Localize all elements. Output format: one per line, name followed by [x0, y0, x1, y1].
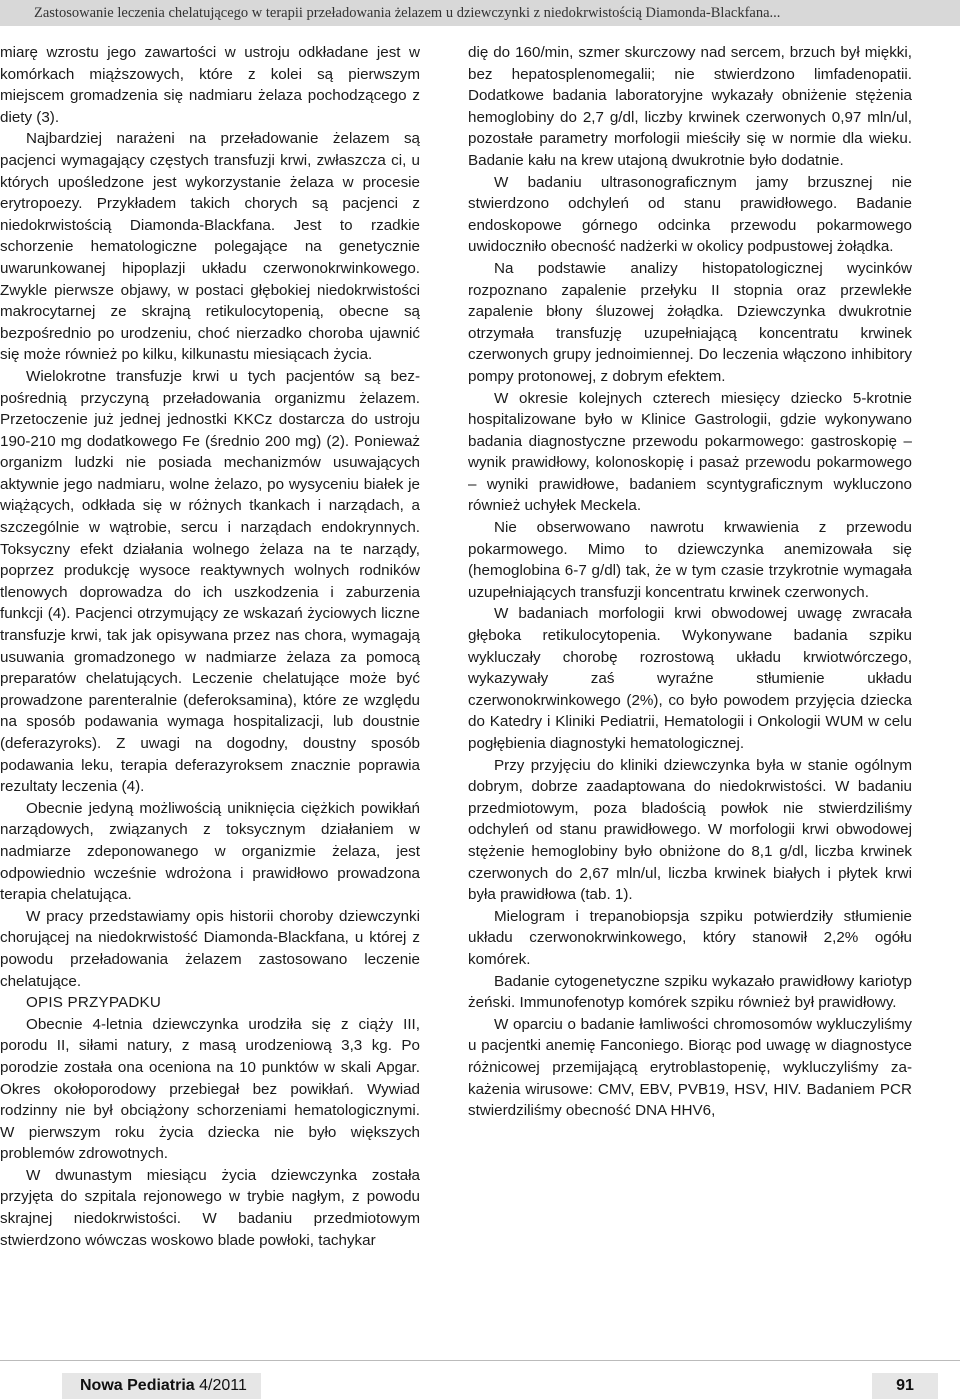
footer-divider: [0, 1360, 960, 1361]
journal-name: Nowa Pediatria: [80, 1377, 195, 1394]
body-paragraph: Mielogram i trepanobiopsja szpiku potwierdziły stłumienie układu czerwonokrwinkowego, który stanowił 2,2% ogółu komórek.: [468, 907, 912, 968]
body-paragraph: Wielokrotne transfuzje krwi u tych pacjentów są bezpośrednią przyczyną przeładowania organizmu żelazem. Przetoczenie już jednej jednostki KKCz dostarcza do ustroju 190-210 mg dodatkowego Fe (średnio 200 mg) (2). Ponieważ organizm ludzki nie posiada mechanizmów usuwających aktywnie jego nadmiaru, wolne żelazo, po wysyceniu białek je wiążących, odkłada się w różnych tkankach i narządach, a szczególnie w wątrobie, sercu i narządach endokrynnych. Toksyczny efekt działania wolnego żelaza na te narządy, poprzez produkcję wysoce reaktywnych wolnych rodników tlenowych doprowadza do ich uszkodzenia i zaburzenia funkcji (4). Pacjenci otrzymujący ze wskazań życiowych liczne transfuzje krwi, tak jak opisywana przez nas chora, wymagają usuwania gromadzonego w nadmiarze żelaza za pomocą preparatów chelatujących. Leczenie chelatujące może być prowadzone parenteralnie (deferoksamina), które ze względu na sposób podawania wymaga hospitalizacji, lub doustnie (deferazyroks). Z uwagi na dogodny, doustny sposób podawania leku, terapia deferazyroksem znacznie poprawia rezultaty leczenia (4).: [0, 367, 420, 796]
body-paragraph: W oparciu o badanie łamliwości chromosomów wykluczyliśmy u pacjentki anemię Fanconiego. Biorąc pod uwagę w diagnostyce różnicowej przemijającą erytroblastopenię, wykluczyliśmy zakażenia wirusowe: CMV, EBV, PVB19, HSV, HIV. Badaniem PCR stwierdziliśmy obecność DNA HHV6,: [468, 1015, 912, 1120]
body-paragraph: W okresie kolejnych czterech miesięcy dziecko 5-krotnie hospitalizowane było w Klinice Gastrologii, gdzie wykonywano badania diagnostyczne przewodu pokarmowego: gastroskopię – wynik prawidłowy, kolonoskopię i pasaż przewodu pokarmowego – wyniki prawidłowe, badaniem scyntygraficznym wykluczono również uchyłek Meckela.: [468, 389, 912, 515]
journal-issue: 4/2011: [199, 1377, 247, 1394]
body-paragraph: Przy przyjęciu do kliniki dziewczynka była w stanie ogólnym dobrym, dobrze zaadaptowana do niedokrwistości. W badaniu przedmiotowym, poza bladością powłok nie stwierdziliśmy odchyleń od stanu prawidłowego. W morfologii krwi obwodowej stężenie hemoglobiny było obniżone do 8,1 g/dl, liczba krwinek czerwonych do 2,67 mln/ul, liczba krwinek białych i płytek krwi była prawidłowa (tab. 1).: [468, 756, 912, 904]
running-title: Zastosowanie leczenia chelatującego w terapii przeładowania żelazem u dziewczynki z niedokrwistością Diamonda-Blackfana...: [34, 5, 781, 21]
page-number: 91: [872, 1373, 938, 1399]
body-paragraph: Na podstawie analizy histopatologicznej wycinków rozpoznano zapalenie przełyku II stopnia oraz przewlekłe zapalenie błony śluzowej żołądka. Dziewczynka dwukrotnie otrzymała transfuzję uzupełniającą koncentratu krwinek czerwonych grupy jednoimiennej. Do leczenia włączono inhibitory pompy protonowej, z dobrym efektem.: [468, 259, 912, 385]
left-column: [0, 42, 420, 1251]
footer-journal-label: [62, 1373, 261, 1399]
right-column: [468, 42, 912, 1122]
body-paragraph: W badaniach morfologii krwi obwodowej uwagę zwracała głęboka retikulocytopenia. Wykonywane badania szpiku wykluczały chorobę rozrostową układu krwiotwórczego, wykazywały zaś wyraźne stłumienie układu czerwonokrwinkowego (2%), co było powodem przyjęcia dziecka do Katedry i Kliniki Pediatrii, Hematologii i Onkologii WUM w celu pogłębienia diagnostyki hematologicznej.: [468, 605, 912, 752]
body-paragraph: Najbardziej narażeni na przeładowanie żelazem są pacjenci wymagający częstych transfuzji krwi, zwłaszcza ci, u których upośledzone jest wykorzystanie żelaza w procesie erytropoezy. Przykładem takich chorych są pacjenci z niedokrwistością Diamonda-Blackfana. Jest to rzadkie schorzenie hematologiczne polegające na genetycznie uwarunkowanej hipoplazji układu czerwonokrwinkowego. Zwykle pierwsze objawy, w postaci głębokiej niedokrwistości makrocytarnej ze skrajną retikulocytopenią, obecne są bezpośrednio po urodzeniu, choć nierzadko choroba ujawnić się może również po kilku, kilkunastu miesiącach życia.: [0, 130, 420, 364]
body-paragraph: W badaniu ultrasonograficznym jamy brzusznej nie stwierdzono odchyleń od stanu prawidłowego. Badanie endoskopowe górnego odcinka przewodu pokarmowego uwidoczniło obecność nadżerki w okolicy podpustowej żołądka.: [468, 173, 912, 256]
body-paragraph: dię do 160/min, szmer skurczowy nad sercem, brzuch był miękki, bez hepatosplenomegalii; nie stwierdzono limfadenopatii. Dodatkowe badania laboratoryjne wykazały obniżenie stężenia hemoglobiny do 2,7 g/dl, liczby krwinek czerwonych 0,97 mln/ul, pozostałe parametry morfologii mieściły się w normie dla wieku. Badanie kału na krew utajoną dwukrotnie było dodatnie.: [468, 44, 912, 169]
body-paragraph: W dwunastym miesiącu życia dziewczynka została przyjęta do szpitala rejonowego w trybie nagłym, z powodu skrajnej niedokrwistości. W badaniu przedmiotowym stwierdzono wówczas woskowo blade powłoki, tachykar: [0, 1166, 420, 1249]
body-paragraph: W pracy przedstawiamy opis historii choroby dziewczynki chorującej na niedokrwistość Diamonda-Blackfana, u której z powodu przeładowania żelazem zastosowano leczenie chelatujące.: [0, 907, 420, 990]
body-paragraph: Nie obserwowano nawrotu krwawienia z przewodu pokarmowego. Mimo to dziewczynka anemizowała się (hemoglobina 6-7 g/dl) tak, że w tym czasie trzykrotnie wymagała uzupełniających transfuzji koncentratu krwinek czerwonych.: [468, 519, 912, 601]
body-paragraph: miarę wzrostu jego zawartości w ustroju odkładane jest w komórkach miąższowych, które z kolei są pierwszym miejscem gromadzenia się nadmiaru żelaza pochodzącego z diety (3).: [0, 44, 420, 126]
body-paragraph: Obecnie jedyną możliwością uniknięcia ciężkich powikłań narządowych, związanych z toksycznym działaniem w nadmiarze zdeponowanego w organizmie żelaza, jest odpowiednio wcześnie wdrożona i prawidłowo prowadzona terapia chelatująca.: [0, 799, 420, 904]
running-header: [0, 0, 960, 26]
body-paragraph: Obecnie 4-letnia dziewczynka urodziła się z ciąży III, porodu II, siłami natury, z masą urodzeniową 3,3 kg. Po porodzie została ona oceniona na 10 punktów w skali Apgar. Okres okołoporodowy przebiegał bez powikłań. Wywiad rodzinny nie był obciążony schorzeniami hematologicznymi. W pierwszym roku życia dziecka nie było większych problemów zdrowotnych.: [0, 1015, 420, 1163]
section-heading: OPIS PRZYPADKU: [26, 994, 162, 1012]
body-paragraph: Badanie cytogenetyczne szpiku wykazało prawidłowy kariotyp żeński. Immunofenotyp komórek szpiku również był prawidłowy.: [468, 972, 912, 1012]
